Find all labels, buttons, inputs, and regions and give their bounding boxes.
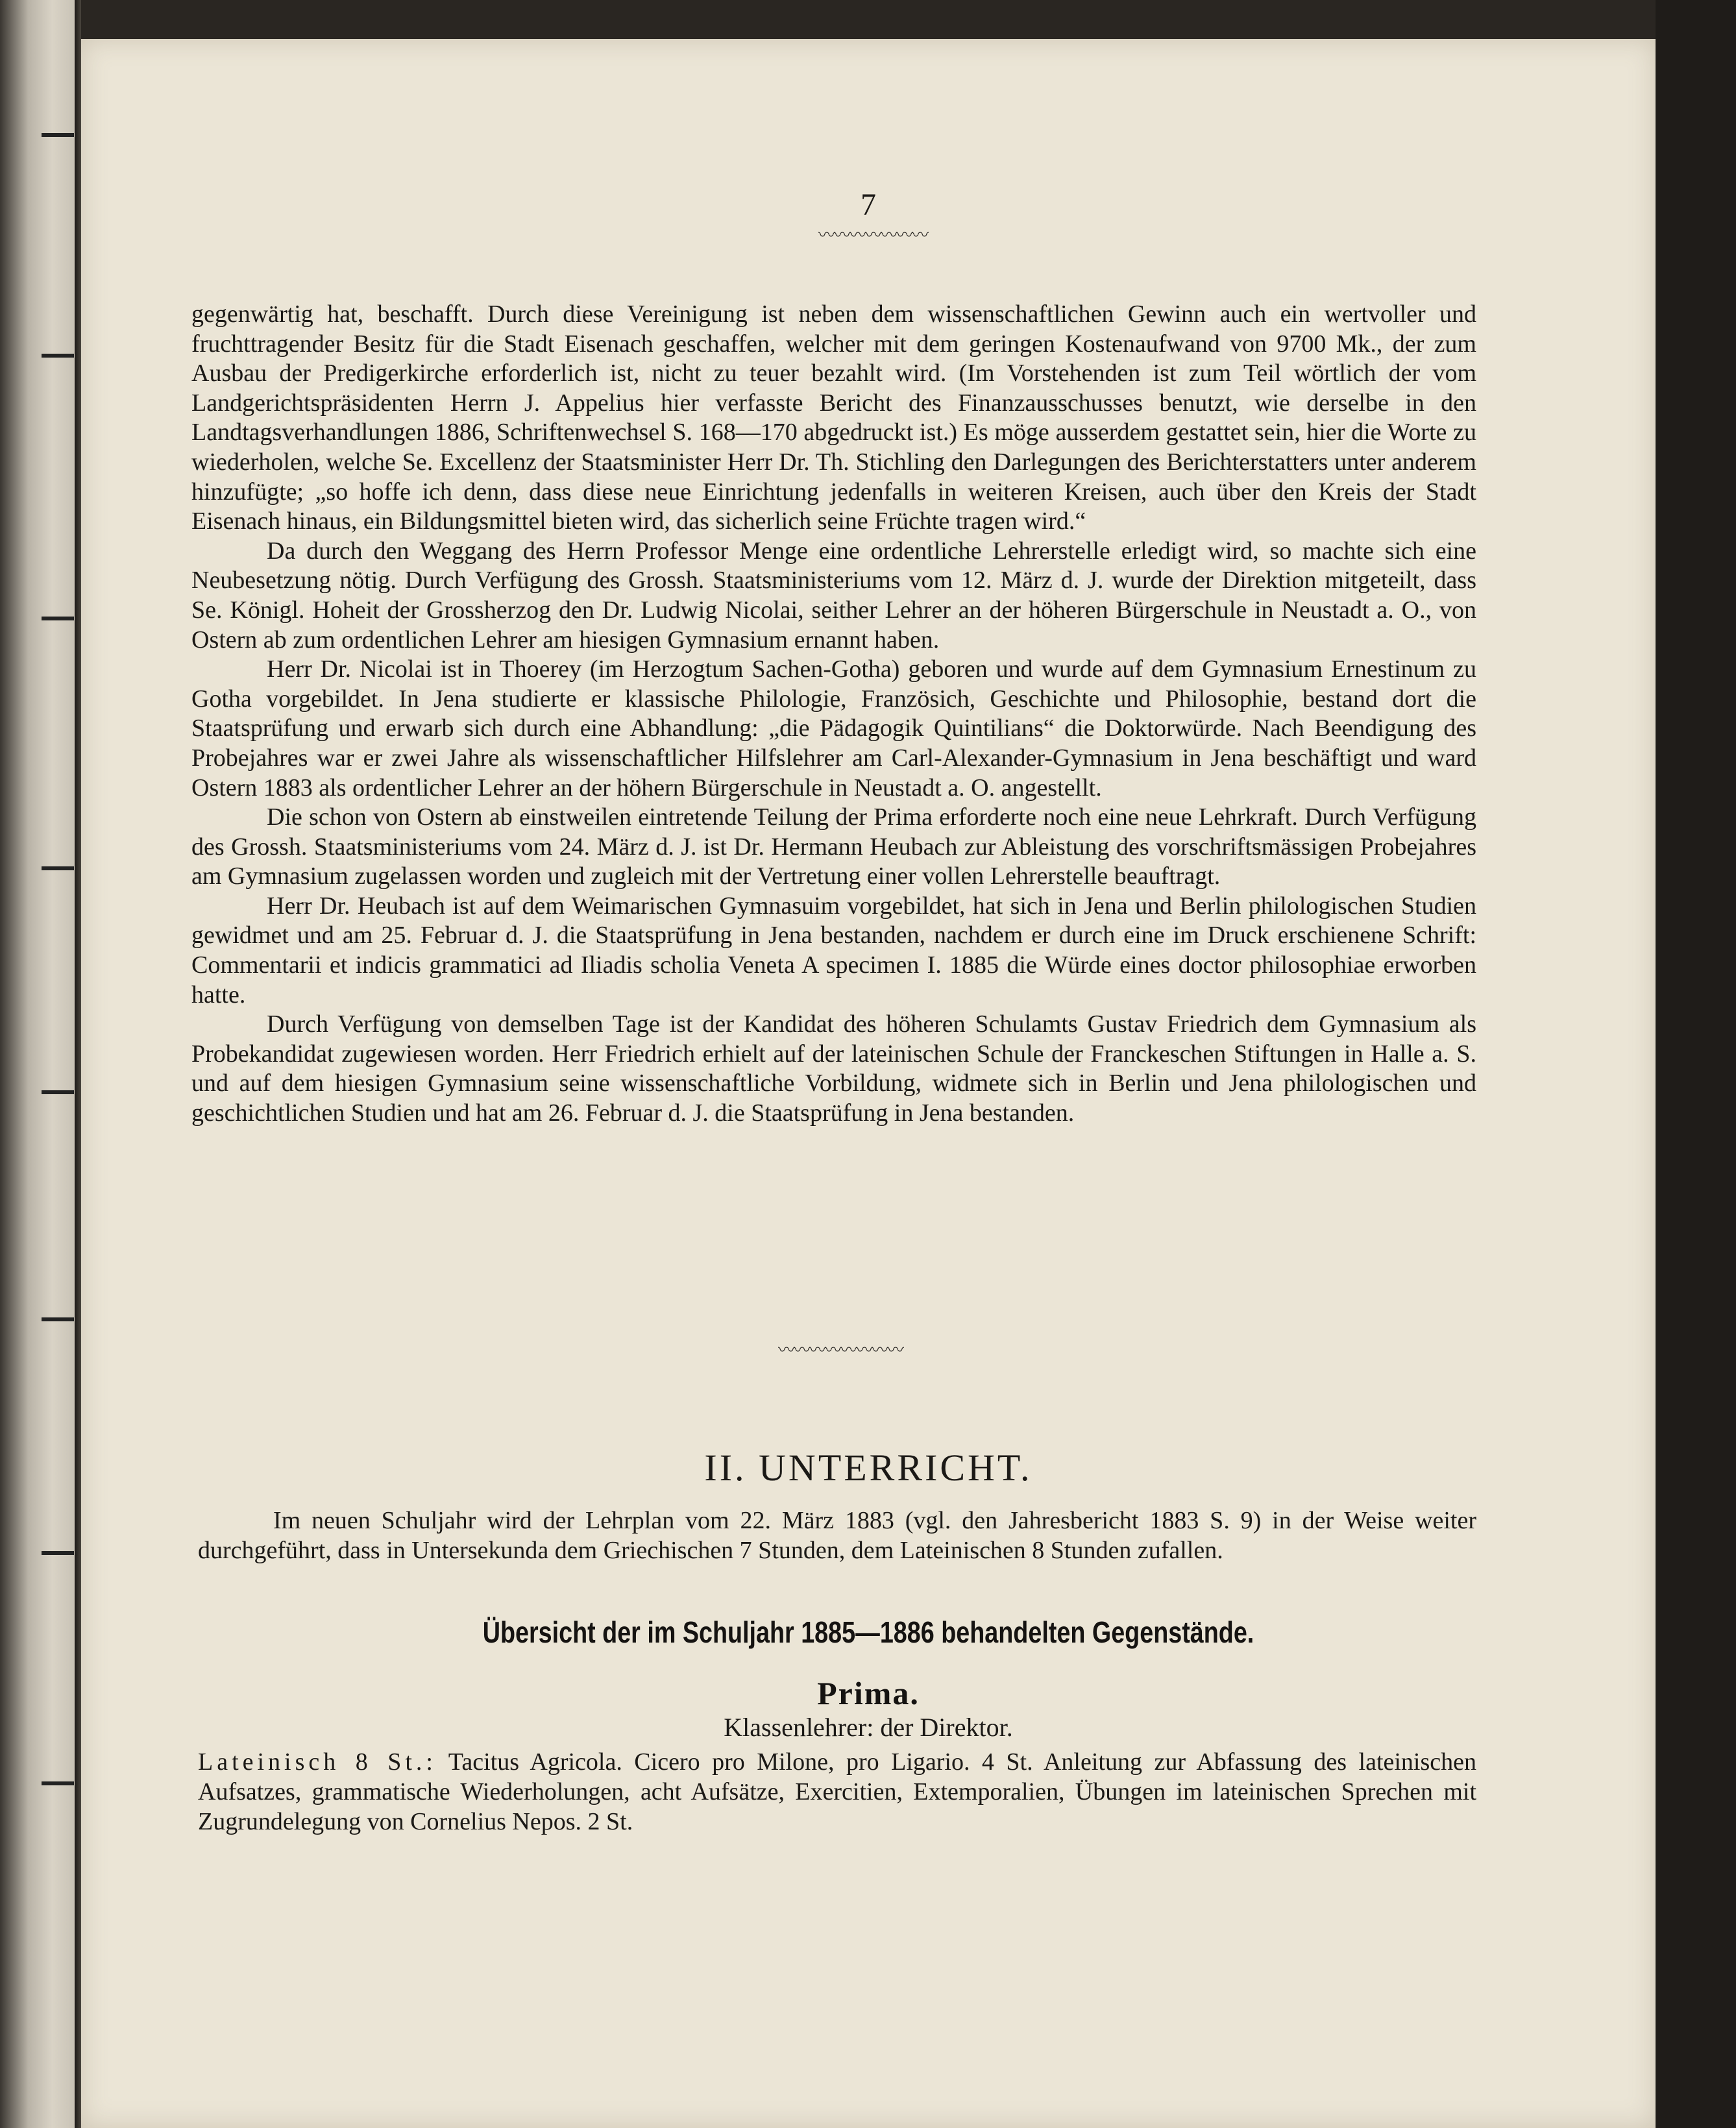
left-page-edge: [0, 0, 75, 2128]
intro-text: [198, 1506, 1476, 1565]
margin-mark: [42, 1090, 74, 1094]
section-heading: II. UNTERRICHT.: [704, 1447, 1033, 1489]
paragraph: Da durch den Weggang des Herrn Professor Menge eine ordentliche Lehrerstelle erledigt wird, so machte sich eine Neubesetzung nötig. Durch Verfügung des Grossh. Staatsministeriums vom 12. März d. J. wurde der Direktion mitgeteilt, dass Se. Königl. Hoheit der Grossherzog den Dr. Ludwig Nicolai, seither Lehrer an der höheren Bürgerschule in Neustadt a. O., von Ostern ab zum ordentlichen Lehrer am hiesigen Gymnasium ernannt haben.: [191, 537, 1476, 654]
margin-mark: [42, 354, 74, 358]
paragraph: Herr Dr. Nicolai ist in Thoerey (im Herzogtum Sachen-Gotha) geboren und wurde auf dem Gymnasium Ernestinum zu Gotha vorgebildet. In Jena studierte er klassische Philologie, Französich, Geschichte und Philosophie, bestand dort die Staatsprüfung und erwarb sich durch eine Abhandlung: „die Pädagogik Quintilians“ die Doktorwürde. Nach Beendigung des Probejahres war er zwei Jahre als wissenschaftlicher Hilfslehrer am Carl-Alexander-Gymnasium in Jena beschäftigt und ward Ostern 1883 als ordentlicher Lehrer an der höhern Bürgerschule in Neustadt a. O. angestellt.: [191, 655, 1476, 801]
class-title: Prima.: [817, 1675, 920, 1711]
page-number: 7: [861, 188, 876, 222]
lesson-entry: [198, 1747, 1476, 1837]
document-page: [81, 39, 1656, 2128]
margin-mark: [42, 1781, 74, 1785]
margin-mark: [42, 617, 74, 620]
class-teacher: Klassenlehrer: der Direktor.: [724, 1713, 1013, 1742]
body-text: [191, 300, 1476, 1129]
paragraph: Im neuen Schuljahr wird der Lehrplan vom 22. März 1883 (vgl. den Jahresbericht 1883 S. 9) in der Weise weiter durchgeführt, dass in Untersekunda dem Griechischen 7 Stunden, dem Lateinischen 8 Stunden zufallen.: [198, 1507, 1476, 1564]
lesson-subject: Lateinisch 8 St.:: [198, 1748, 437, 1776]
margin-mark: [42, 133, 74, 137]
margin-mark: [42, 866, 74, 870]
paragraph: Durch Verfügung von demselben Tage ist der Kandidat des höheren Schulamts Gustav Friedrich dem Gymnasium als Probekandidat zugewiesen worden. Herr Friedrich erhielt auf der lateinischen Schule der Franckeschen Stiftungen in Halle a. S. und auf dem hiesigen Gymnasium seine wissenschaftliche Vorbildung, widmete sich in Berlin und Jena philologischen und geschichtlichen Studien und hat am 26. Februar d. J. die Staatsprüfung in Jena bestanden.: [191, 1010, 1476, 1127]
margin-mark: [42, 1551, 74, 1555]
paragraph: Die schon von Ostern ab einstweilen eintretende Teilung der Prima erforderte noch eine neue Lehrkraft. Durch Verfügung des Grossh. Staatsministeriums vom 24. März d. J. ist Dr. Hermann Heubach zur Ableistung des vorschriftsmässigen Probejahres am Gymnasium zugelassen worden und zugleich mit der Vertretung einer vollen Lehrerstelle beauftragt.: [191, 803, 1476, 890]
margin-mark: [42, 1317, 74, 1321]
book-gutter: [75, 0, 81, 2128]
lesson-text: [198, 1747, 1476, 1837]
paragraph: Herr Dr. Heubach ist auf dem Weimarischen Gymnasuim vorgebildet, hat sich in Jena und Berlin philologischen Studien gewidmet und am 25. Februar d. J. die Staatsprüfung in Jena bestanden, nachdem er durch eine im Druck erschienene Schrift: Commentarii et indicis grammatici ad Iliadis scholia Veneta A specimen I. 1885 die Würde eines doctor philosophiae erworben hatte.: [191, 892, 1476, 1009]
ornament-divider: 〰〰〰〰〰〰〰: [818, 226, 927, 245]
ornament-divider: 〰〰〰〰〰〰〰〰: [777, 1341, 903, 1360]
lesson-description: Tacitus Agricola. Cicero pro Milone, pro Ligario. 4 St. Anleitung zur Abfassung des lateinischen Aufsatzes, grammatische Wiederholungen, acht Aufsätze, Exercitien, Extemporalien, Übungen im lateinischen Sprechen mit Zugrundelegung von Cornelius Nepos. 2 St.: [198, 1748, 1477, 1835]
scan-background: [1656, 0, 1736, 2128]
overview-heading: Übersicht der im Schuljahr 1885—1886 behandelten Gegenstände.: [482, 1615, 1254, 1649]
paragraph: gegenwärtig hat, beschafft. Durch diese Vereinigung ist neben dem wissenschaftlichen Gewinn auch ein wertvoller und fruchttragender Besitz für die Stadt Eisenach geschaffen, welcher mit dem geringen Kostenaufwand von 9700 Mk., der zum Ausbau der Predigerkirche erforderlich ist, nicht zu teuer bezahlt wird. (Im Vorstehenden ist zum Teil wörtlich der vom Landgerichtspräsidenten Herrn J. Appelius hier verfasste Bericht des Finanzausschusses benutzt, wie derselbe in den Landtagsverhandlungen 1886, Schriftenwechsel S. 168—170 abgedruckt ist.) Es möge ausserdem gestattet sein, hier die Worte zu wiederholen, welche Se. Excellenz der Staatsminister Herr Dr. Th. Stichling den Darlegungen des Berichterstatters unter anderem hinzufügte; „so hoffe ich denn, dass diese neue Einrichtung jedenfalls in weiteren Kreisen, auch über den Kreis der Stadt Eisenach hinaus, ein Bildungsmittel bieten wird, das sicherlich seine Früchte tragen wird.“: [191, 300, 1476, 535]
